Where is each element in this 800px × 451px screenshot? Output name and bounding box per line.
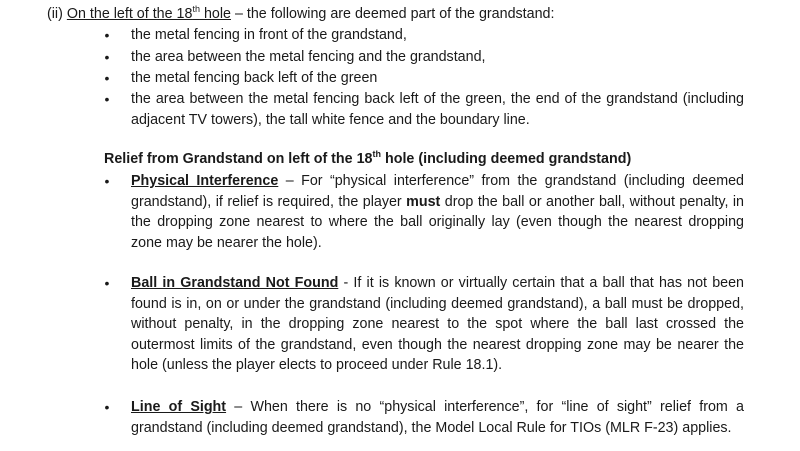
section-heading-link-text: On the left of the 18th hole xyxy=(66,4,231,22)
bullet-icon: • xyxy=(104,70,110,86)
list-item: the area between the metal fencing and the grandstand, xyxy=(131,49,486,65)
physical-interference-paragraph: Physical Interference – For “physical interference” from the grandstand (including deemed grandstand), if relief is required, the player must drop the ball or another ball, without penalty, in the dropping zone nearest to where the ball originally lay (even though the nearest dropping zone may be nearer the hole). xyxy=(131,173,745,251)
section-heading xyxy=(47,4,554,25)
relief-heading: Relief from Grandstand on left of the 18th hole (including deemed grandstand) xyxy=(104,149,632,167)
bullet-icon: • xyxy=(104,275,110,291)
line-of-sight-paragraph: Line of Sight – When there is no “physical interference”, for “line of sight” relief from a grandstand (including deemed grandstand), the Model Local Rule for TIOs (MLR F-23) applies. xyxy=(131,399,744,436)
ball-not-found-term: Ball in Grandstand Not Found xyxy=(131,275,339,291)
physical-interference-term: Physical Interference xyxy=(131,173,279,189)
list-item: the metal fencing back left of the green xyxy=(131,70,378,86)
ball-not-found-paragraph: Ball in Grandstand Not Found - If it is known or virtually certain that a ball that has not been found is in, on or under the grandstand (including deemed grandstand), a ball must be dropped, without penalty, in the dropping zone nearest to the spot where the ball last crossed the outermost limits of the grandstand, even though the nearest dropping zone may be nearer the hole (unless the player elects to proceed under Rule 18.1). xyxy=(131,275,745,373)
must-emphasis: must xyxy=(406,193,441,210)
line-of-sight-term: Line of Sight xyxy=(131,399,227,415)
bullet-icon: • xyxy=(104,399,110,415)
section-heading-tail: – the following are deemed part of the grandstand: xyxy=(230,6,555,22)
list-item: the area between the metal fencing back left of the green, the end of the grandstand (including adjacent TV towers), the tall white fence and the boundary line. xyxy=(131,91,744,128)
list-item: the metal fencing in front of the grandstand, xyxy=(131,27,407,43)
bullet-icon: • xyxy=(104,27,110,43)
section-number: (ii) xyxy=(47,6,67,22)
bullet-icon: • xyxy=(104,49,110,65)
bullet-icon: • xyxy=(104,173,110,189)
bullet-icon: • xyxy=(104,91,110,107)
